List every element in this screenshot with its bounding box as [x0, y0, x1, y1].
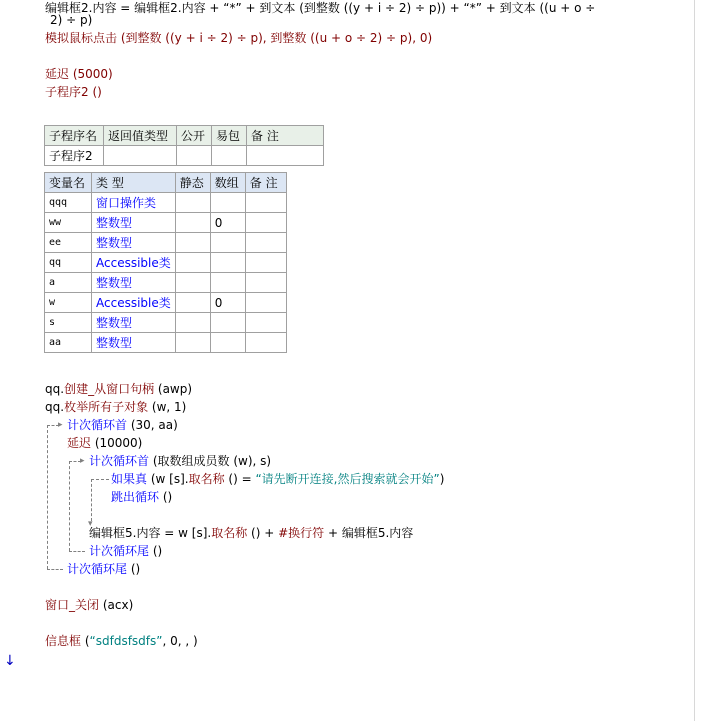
variable-name-cell[interactable]: s: [45, 313, 92, 333]
code-args: () +: [247, 526, 279, 540]
code-line-assign-edit5[interactable]: [89, 525, 413, 541]
code-line-loop2-head[interactable]: [89, 453, 271, 469]
variable-name-cell[interactable]: ee: [45, 233, 92, 253]
variable-name-cell[interactable]: aa: [45, 333, 92, 353]
flow-arrow-icon: ▸: [80, 456, 85, 466]
code-args: (w, 1): [148, 400, 187, 414]
table-row[interactable]: [45, 313, 287, 333]
column-header: 变量名: [45, 173, 92, 193]
variable-array-cell[interactable]: [210, 273, 245, 293]
code-args: (): [127, 562, 141, 576]
variable-note-cell[interactable]: [245, 193, 286, 213]
column-header: 备 注: [247, 126, 324, 146]
code-function: 取名称: [211, 526, 248, 540]
table-cell[interactable]: [104, 146, 177, 166]
variable-type-cell[interactable]: 整数型: [92, 313, 176, 333]
variable-array-cell[interactable]: [210, 193, 245, 213]
code-line-loop1-tail[interactable]: [67, 561, 140, 577]
variable-array-cell[interactable]: [210, 233, 245, 253]
vertical-scrollbar[interactable]: [694, 0, 708, 721]
variable-table: [44, 172, 287, 353]
table-row[interactable]: [45, 233, 287, 253]
code-line-break-loop[interactable]: [111, 489, 172, 505]
variable-name-cell[interactable]: a: [45, 273, 92, 293]
code-text: 子程序2 (): [45, 85, 102, 99]
variable-name-cell[interactable]: qq: [45, 253, 92, 273]
variable-array-cell[interactable]: 0: [210, 213, 245, 233]
code-line-call-sub2[interactable]: [45, 84, 102, 100]
variable-note-cell[interactable]: [245, 233, 286, 253]
code-constant: #换行符: [278, 526, 325, 540]
subroutine-table: [44, 125, 324, 166]
variable-array-cell[interactable]: [210, 313, 245, 333]
code-object: qq.: [45, 382, 65, 396]
variable-array-cell[interactable]: 0: [210, 293, 245, 313]
variable-name-cell[interactable]: ww: [45, 213, 92, 233]
code-keyword: 计次循环首: [89, 454, 150, 468]
code-function: 延迟: [67, 436, 92, 450]
code-text: 2) ÷ p): [50, 13, 93, 27]
code-args: (acx): [99, 598, 134, 612]
code-args: (): [149, 544, 163, 558]
variable-static-cell[interactable]: [175, 273, 210, 293]
variable-note-cell[interactable]: [245, 273, 286, 293]
variable-static-cell[interactable]: [175, 313, 210, 333]
variable-static-cell[interactable]: [175, 253, 210, 273]
code-object: qq.: [45, 400, 65, 414]
variable-type-cell[interactable]: 窗口操作类: [92, 193, 176, 213]
column-header: 返回值类型: [104, 126, 177, 146]
code-function: 枚举所有子对象: [64, 400, 149, 414]
flow-line: [69, 551, 85, 552]
column-header: 静态: [175, 173, 210, 193]
variable-type-cell[interactable]: 整数型: [92, 233, 176, 253]
table-cell[interactable]: [247, 146, 324, 166]
variable-static-cell[interactable]: [175, 293, 210, 313]
code-args: () =: [224, 472, 256, 486]
code-line-message-box[interactable]: [45, 633, 198, 649]
variable-static-cell[interactable]: [175, 333, 210, 353]
down-arrow-icon[interactable]: ↓: [4, 653, 16, 669]
table-cell[interactable]: [212, 146, 247, 166]
code-args: (awp): [154, 382, 193, 396]
code-line-create-from-handle[interactable]: [45, 381, 192, 397]
variable-type-cell[interactable]: 整数型: [92, 333, 176, 353]
code-string: “sdfdsfsdfs”: [89, 634, 163, 648]
code-keyword: 计次循环尾: [67, 562, 128, 576]
variable-note-cell[interactable]: [245, 253, 286, 273]
column-header: 数组: [210, 173, 245, 193]
code-line-loop2-tail[interactable]: [89, 543, 162, 559]
code-line-assign-edit2[interactable]: [45, 0, 595, 16]
variable-type-cell[interactable]: Accessible类: [92, 293, 176, 313]
variable-static-cell[interactable]: [175, 213, 210, 233]
column-header: 类 型: [92, 173, 176, 193]
code-args: + 编辑框5.内容: [324, 526, 414, 540]
variable-note-cell[interactable]: [245, 213, 286, 233]
code-keyword: 计次循环尾: [89, 544, 150, 558]
code-args: (: [81, 634, 90, 648]
code-line-enum-children[interactable]: [45, 399, 186, 415]
flow-arrow-icon: ▾: [88, 519, 93, 529]
column-header: 备 注: [245, 173, 286, 193]
code-line-delay-5000[interactable]: [45, 66, 113, 82]
code-function: 窗口_关闭: [45, 598, 100, 612]
code-args: (w [s].: [147, 472, 189, 486]
table-row[interactable]: [45, 193, 287, 213]
flow-line: [47, 569, 63, 570]
column-header: 子程序名: [45, 126, 104, 146]
column-header: 公开: [177, 126, 212, 146]
variable-array-cell[interactable]: [210, 333, 245, 353]
code-args: ): [439, 472, 445, 486]
variable-type-cell[interactable]: 整数型: [92, 273, 176, 293]
variable-static-cell[interactable]: [175, 233, 210, 253]
code-text: 编辑框2.内容 = 编辑框2.内容 + “*” + 到文本 (到整数 ((y + i ÷ 2) ÷ p)) + “*” + 到文本 ((u + o ÷: [45, 1, 596, 15]
line-gutter: [0, 0, 20, 721]
table-header-row: [45, 126, 324, 146]
table-row[interactable]: [45, 146, 324, 166]
code-args: , 0, , ): [162, 634, 198, 648]
code-keyword: 计次循环首: [67, 418, 128, 432]
code-line-window-close[interactable]: [45, 597, 133, 613]
code-function: 信息框: [45, 634, 82, 648]
code-function: 取名称: [188, 472, 225, 486]
flow-line: [47, 425, 48, 569]
code-args: (): [159, 490, 173, 504]
code-line-if-true[interactable]: [111, 471, 444, 487]
variable-type-cell[interactable]: 整数型: [92, 213, 176, 233]
flow-line: [91, 479, 109, 480]
table-header-row: [45, 173, 287, 193]
code-args: (取数组成员数 (w), s): [149, 454, 272, 468]
variable-note-cell[interactable]: [245, 313, 286, 333]
table-row[interactable]: [45, 293, 287, 313]
table-row[interactable]: [45, 333, 287, 353]
table-row[interactable]: [45, 213, 287, 233]
code-line-assign-edit2-cont[interactable]: [50, 12, 92, 28]
column-header: 易包: [212, 126, 247, 146]
table-cell[interactable]: [177, 146, 212, 166]
code-function: 创建_从窗口句柄: [64, 382, 155, 396]
flow-line: [69, 461, 70, 551]
code-line-mouse-click[interactable]: [45, 30, 432, 46]
code-text: 延迟 (5000): [45, 67, 113, 81]
variable-note-cell[interactable]: [245, 293, 286, 313]
table-row[interactable]: [45, 253, 287, 273]
code-string: “请先断开连接,然后搜索就会开始”: [255, 472, 440, 486]
flow-arrow-icon: ▸: [58, 420, 63, 430]
table-row[interactable]: [45, 273, 287, 293]
code-keyword: 如果真: [111, 472, 148, 486]
flow-line: [91, 479, 92, 521]
code-args: (30, aa): [127, 418, 178, 432]
code-args: (10000): [91, 436, 143, 450]
variable-name-cell[interactable]: qqq: [45, 193, 92, 213]
code-keyword: 跳出循环: [111, 490, 160, 504]
variable-static-cell[interactable]: [175, 193, 210, 213]
variable-type-cell[interactable]: Accessible类: [92, 253, 176, 273]
code-line-loop1-head[interactable]: [67, 417, 178, 433]
variable-name-cell[interactable]: w: [45, 293, 92, 313]
code-text: 模拟鼠标点击 (到整数 ((y + i ÷ 2) ÷ p), 到整数 ((u + o ÷ 2) ÷ p), 0): [45, 31, 433, 45]
table-cell[interactable]: 子程序2: [45, 146, 104, 166]
variable-note-cell[interactable]: [245, 333, 286, 353]
code-line-delay-10000[interactable]: [67, 435, 142, 451]
variable-array-cell[interactable]: [210, 253, 245, 273]
code-text: 编辑框5.内容 = w [s].: [89, 526, 212, 540]
